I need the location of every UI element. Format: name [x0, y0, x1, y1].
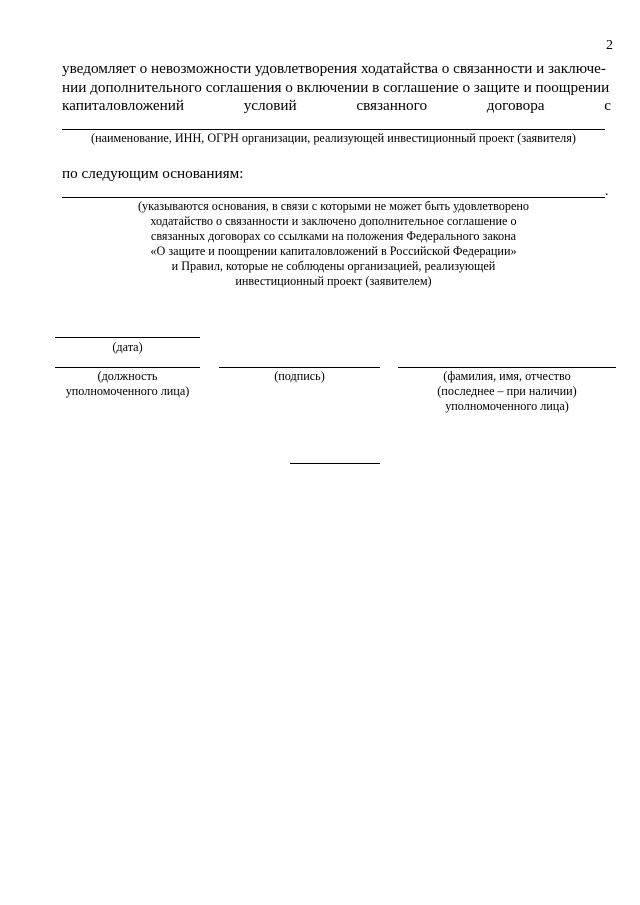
full-name-caption-line-2: (последнее – при наличии) [437, 384, 577, 398]
grounds-caption [62, 199, 605, 289]
end-separator [290, 463, 380, 464]
notice-paragraph [62, 60, 611, 116]
paragraph-line-1: уведомляет о невозможности удовлетворения ходатайства о связанности и заключе- [62, 60, 606, 77]
grounds-caption-line-6: инвестиционный проект (заявителем) [235, 274, 432, 288]
applicant-caption: (наименование, ИНН, ОГРН организации, реализующей инвестиционный проект (заявителя) [91, 131, 576, 145]
signature-caption: (подпись) [274, 369, 325, 383]
paragraph-line-3: капиталовложений условий связанного договора с [62, 97, 611, 114]
position-caption [40, 369, 215, 399]
grounds-caption-line-5: и Правил, которые не соблюдены организацией, реализующей [171, 259, 496, 273]
full-name-caption-line-3: уполномоченного лица) [445, 399, 569, 413]
date-caption: (дата) [112, 340, 143, 354]
grounds-intro: по следующим основаниям: [62, 165, 244, 182]
grounds-caption-line-4: «О защите и поощрении капиталовложений в Российской Федерации» [150, 244, 517, 258]
paragraph-line-2: нии дополнительного соглашения о включении в соглашение о защите и поощрении [62, 78, 610, 96]
grounds-line [62, 197, 605, 198]
position-line [55, 367, 200, 368]
signature-line [219, 367, 380, 368]
position-caption-line-2: уполномоченного лица) [65, 384, 190, 398]
grounds-end-mark: . [605, 184, 609, 199]
grounds-caption-line-2: ходатайство о связанности и заключено дополнительное соглашение о [150, 214, 517, 228]
full-name-line [398, 367, 616, 368]
date-line [55, 337, 200, 338]
grounds-caption-line-1: (указываются основания, в связи с которыми не может быть удовлетворено [137, 199, 530, 213]
grounds-caption-line-3: связанных договорах со ссылками на положения Федерального закона [150, 229, 517, 243]
page-number: 2 [606, 38, 613, 53]
applicant-name-line [62, 129, 605, 130]
full-name-caption [398, 369, 616, 414]
full-name-caption-line-1: (фамилия, имя, отчество [443, 369, 571, 383]
position-caption-line-1: (должность [97, 369, 158, 383]
